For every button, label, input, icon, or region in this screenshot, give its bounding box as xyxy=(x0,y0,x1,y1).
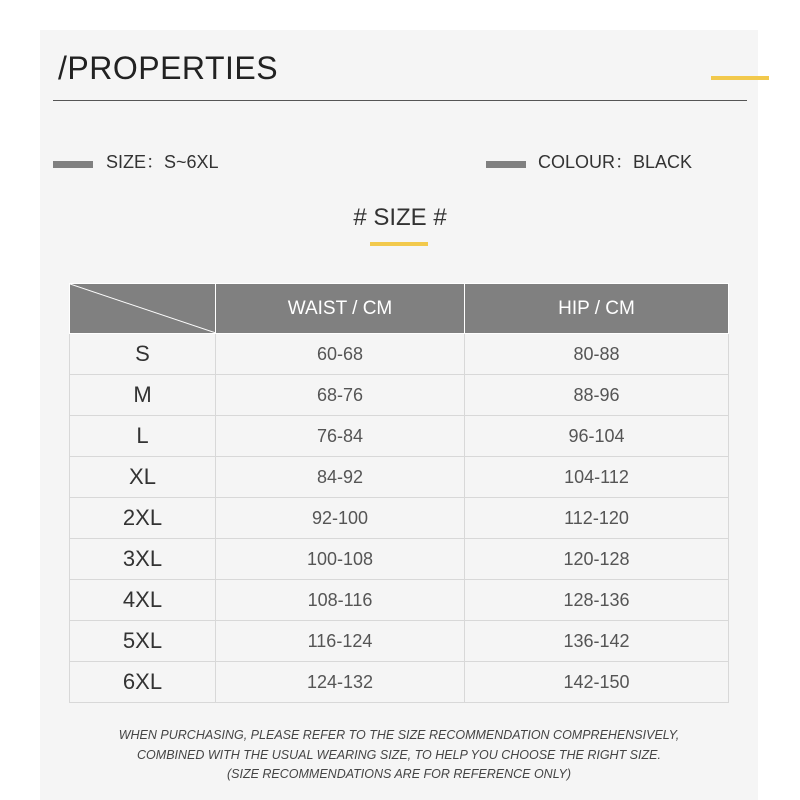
size-cell: L xyxy=(70,416,216,457)
waist-cell: 68-76 xyxy=(216,375,465,416)
table-row xyxy=(70,457,729,498)
table-row xyxy=(70,498,729,539)
size-cell: XL xyxy=(70,457,216,498)
waist-cell: 92-100 xyxy=(216,498,465,539)
size-heading: # SIZE # xyxy=(353,204,447,231)
waist-cell: 108-116 xyxy=(216,580,465,621)
colour-property: COLOUR：BLACK xyxy=(538,152,693,172)
size-cell: M xyxy=(70,375,216,416)
waist-cell: 100-108 xyxy=(216,539,465,580)
table-row xyxy=(70,375,729,416)
size-cell: 3XL xyxy=(70,539,216,580)
size-cell: 2XL xyxy=(70,498,216,539)
hip-column-header: HIP / CM xyxy=(465,284,729,334)
title-divider xyxy=(53,100,747,101)
table-row xyxy=(70,539,729,580)
purchase-note-line-2: COMBINED WITH THE USUAL WEARING SIZE, TO HELP YOU CHOOSE THE RIGHT SIZE. xyxy=(137,748,661,762)
waist-cell: 76-84 xyxy=(216,416,465,457)
hip-cell: 88-96 xyxy=(465,375,729,416)
title-accent-bar xyxy=(711,76,769,80)
waist-cell: 124-132 xyxy=(216,662,465,703)
hip-cell: 80-88 xyxy=(465,334,729,375)
purchase-note-line-1: WHEN PURCHASING, PLEASE REFER TO THE SIZE RECOMMENDATION COMPREHENSIVELY, xyxy=(118,728,680,742)
size-table xyxy=(69,283,729,703)
waist-cell: 60-68 xyxy=(216,334,465,375)
waist-cell: 84-92 xyxy=(216,457,465,498)
size-property-bar xyxy=(53,161,93,168)
page-title: /PROPERTIES xyxy=(58,50,279,86)
diagonal-divider-icon xyxy=(70,284,216,333)
hip-cell: 120-128 xyxy=(465,539,729,580)
purchase-note-line-3: (SIZE RECOMMENDATIONS ARE FOR REFERENCE ONLY) xyxy=(226,767,572,781)
size-heading-underline xyxy=(370,242,428,246)
size-cell: 5XL xyxy=(70,621,216,662)
colour-property-bar xyxy=(486,161,526,168)
table-row xyxy=(70,334,729,375)
table-row xyxy=(70,621,729,662)
table-row xyxy=(70,416,729,457)
hip-cell: 104-112 xyxy=(465,457,729,498)
table-row xyxy=(70,580,729,621)
hip-cell: 136-142 xyxy=(465,621,729,662)
hip-cell: 142-150 xyxy=(465,662,729,703)
size-property: SIZE：S~6XL xyxy=(106,152,219,172)
size-cell: S xyxy=(70,334,216,375)
size-cell: 6XL xyxy=(70,662,216,703)
hip-cell: 96-104 xyxy=(465,416,729,457)
hip-cell: 112-120 xyxy=(465,498,729,539)
table-corner-cell xyxy=(70,284,216,334)
waist-column-header: WAIST / CM xyxy=(216,284,465,334)
table-header-row xyxy=(70,284,729,334)
table-row xyxy=(70,662,729,703)
hip-cell: 128-136 xyxy=(465,580,729,621)
size-cell: 4XL xyxy=(70,580,216,621)
waist-cell: 116-124 xyxy=(216,621,465,662)
